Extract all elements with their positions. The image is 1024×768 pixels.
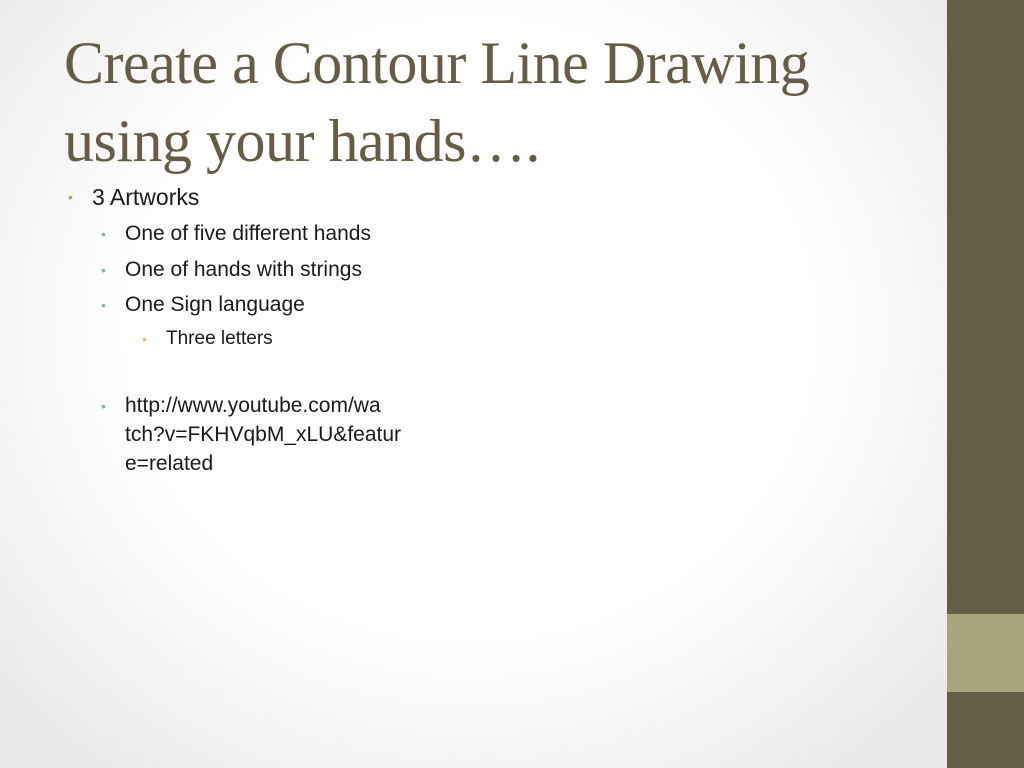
bullet-item-five-hands: One of five different hands xyxy=(125,222,371,245)
bullet-item-artworks: 3 Artworks xyxy=(92,184,200,210)
bullet-item-sign-language: One Sign language xyxy=(125,293,305,316)
title-line-1: Create a Contour Line Drawing xyxy=(64,30,810,96)
bullet-dot-level2: • xyxy=(101,297,106,313)
bullet-dot-level3: • xyxy=(142,331,147,347)
bullet-item-hands-strings: One of hands with strings xyxy=(125,258,362,281)
sidebar-accent-block xyxy=(947,614,1024,692)
link-line-3[interactable]: e=related xyxy=(125,452,214,475)
bullet-dot-level2: • xyxy=(101,262,106,278)
link-line-1[interactable]: http://www.youtube.com/wa xyxy=(125,394,381,417)
link-line-2[interactable]: tch?v=FKHVqbM_xLU&featur xyxy=(125,423,402,446)
bullet-dot-level2: • xyxy=(101,398,106,414)
bullet-item-three-letters: Three letters xyxy=(166,328,273,349)
bullet-dot-level1: • xyxy=(68,189,73,205)
title-line-2: using your hands…. xyxy=(64,108,540,174)
bullet-dot-level2: • xyxy=(101,226,106,242)
